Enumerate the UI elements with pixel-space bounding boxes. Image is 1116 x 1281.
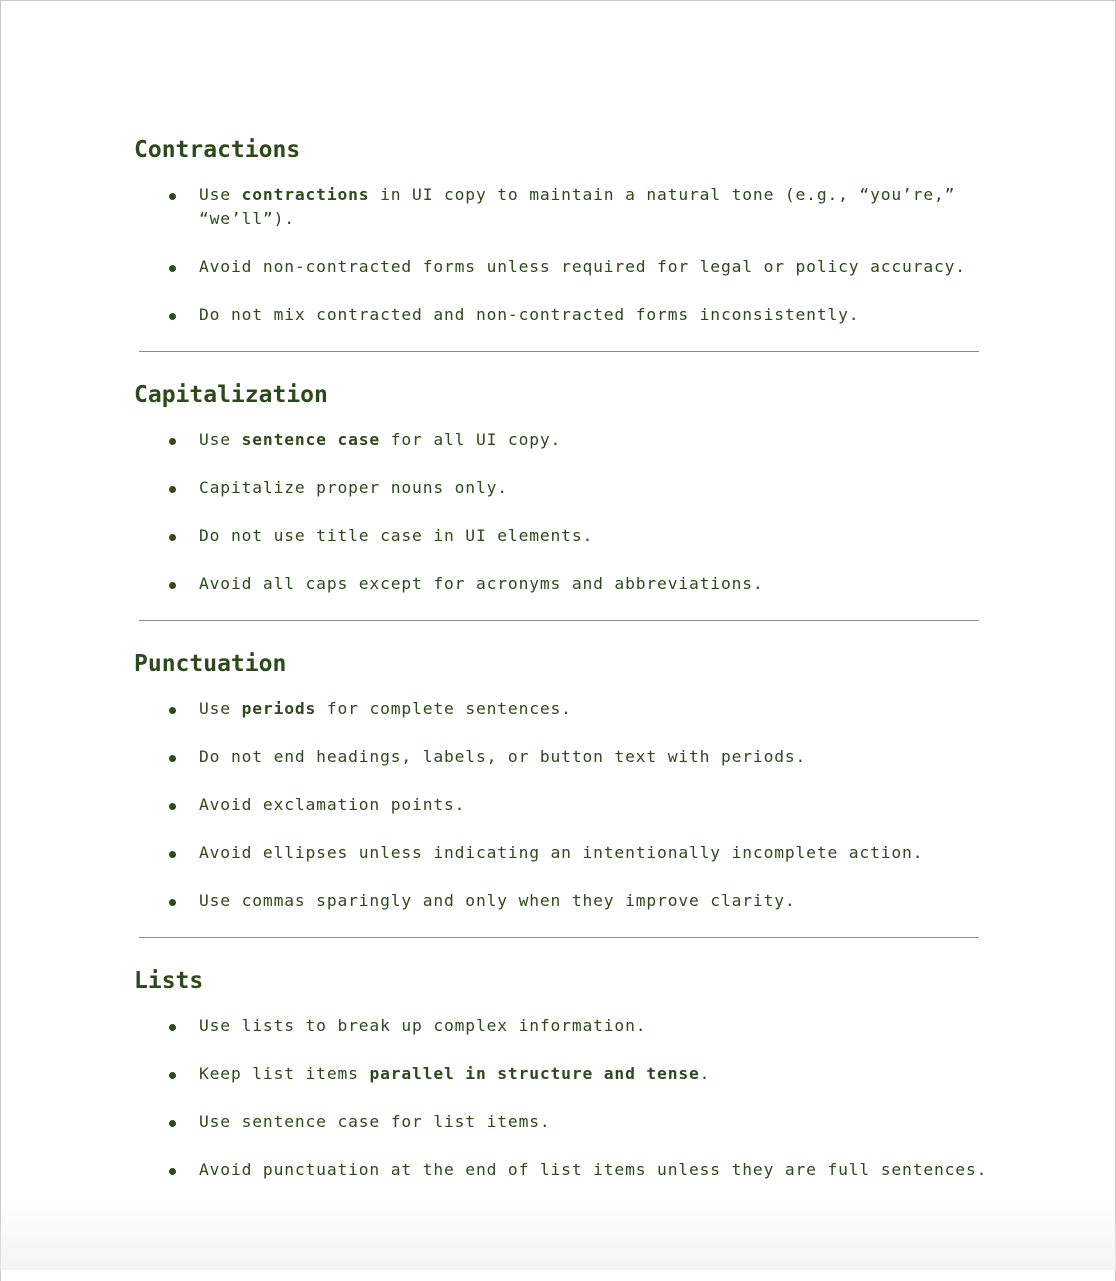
section-contractions [134, 131, 994, 327]
list-item: Do not use title case in UI elements. [134, 524, 989, 548]
bullet-icon [169, 193, 176, 200]
list-item: Use periods for complete sentences. [134, 697, 989, 721]
bullet-icon [169, 313, 176, 320]
bullet-icon [169, 1120, 176, 1127]
section-punctuation [134, 645, 994, 913]
list-item: Use commas sparingly and only when they improve clarity. [134, 889, 989, 913]
bullet-icon [169, 438, 176, 445]
list-item: Keep list items parallel in structure and tense. [134, 1062, 989, 1086]
list-item: Avoid non-contracted forms unless required for legal or policy accuracy. [134, 255, 989, 279]
document-content [134, 131, 994, 1206]
list-item: Capitalize proper nouns only. [134, 476, 989, 500]
bullet-list [134, 697, 994, 913]
section-heading: Capitalization [134, 382, 328, 408]
section-heading: Punctuation [134, 651, 287, 677]
bullet-list [134, 1014, 994, 1182]
bullet-icon [169, 1024, 176, 1031]
bullet-icon [169, 899, 176, 906]
list-item: Use lists to break up complex information. [134, 1014, 989, 1038]
bullet-list [134, 183, 994, 327]
bullet-list [134, 428, 994, 596]
list-item: Avoid ellipses unless indicating an intentionally incomplete action. [134, 841, 989, 865]
bullet-icon [169, 803, 176, 810]
bullet-icon [169, 265, 176, 272]
bullet-icon [169, 851, 176, 858]
bullet-icon [169, 707, 176, 714]
list-item: Use sentence case for all UI copy. [134, 428, 989, 452]
section-capitalization [134, 376, 994, 596]
section-lists [134, 962, 994, 1182]
bullet-icon [169, 755, 176, 762]
list-item: Use sentence case for list items. [134, 1110, 989, 1134]
bullet-icon [169, 1072, 176, 1079]
list-item: Avoid exclamation points. [134, 793, 989, 817]
list-item: Do not mix contracted and non-contracted forms inconsistently. [134, 303, 989, 327]
bullet-icon [169, 534, 176, 541]
list-item: Avoid punctuation at the end of list items unless they are full sentences. [134, 1158, 989, 1182]
list-item: Avoid all caps except for acronyms and abbreviations. [134, 572, 989, 596]
list-item: Use contractions in UI copy to maintain a natural tone (e.g., “you’re,” “we’ll”). [134, 183, 989, 231]
bullet-icon [169, 1168, 176, 1175]
bullet-icon [169, 582, 176, 589]
bullet-icon [169, 486, 176, 493]
section-heading: Lists [134, 968, 204, 994]
list-item: Do not end headings, labels, or button text with periods. [134, 745, 989, 769]
section-heading: Contractions [134, 137, 301, 163]
